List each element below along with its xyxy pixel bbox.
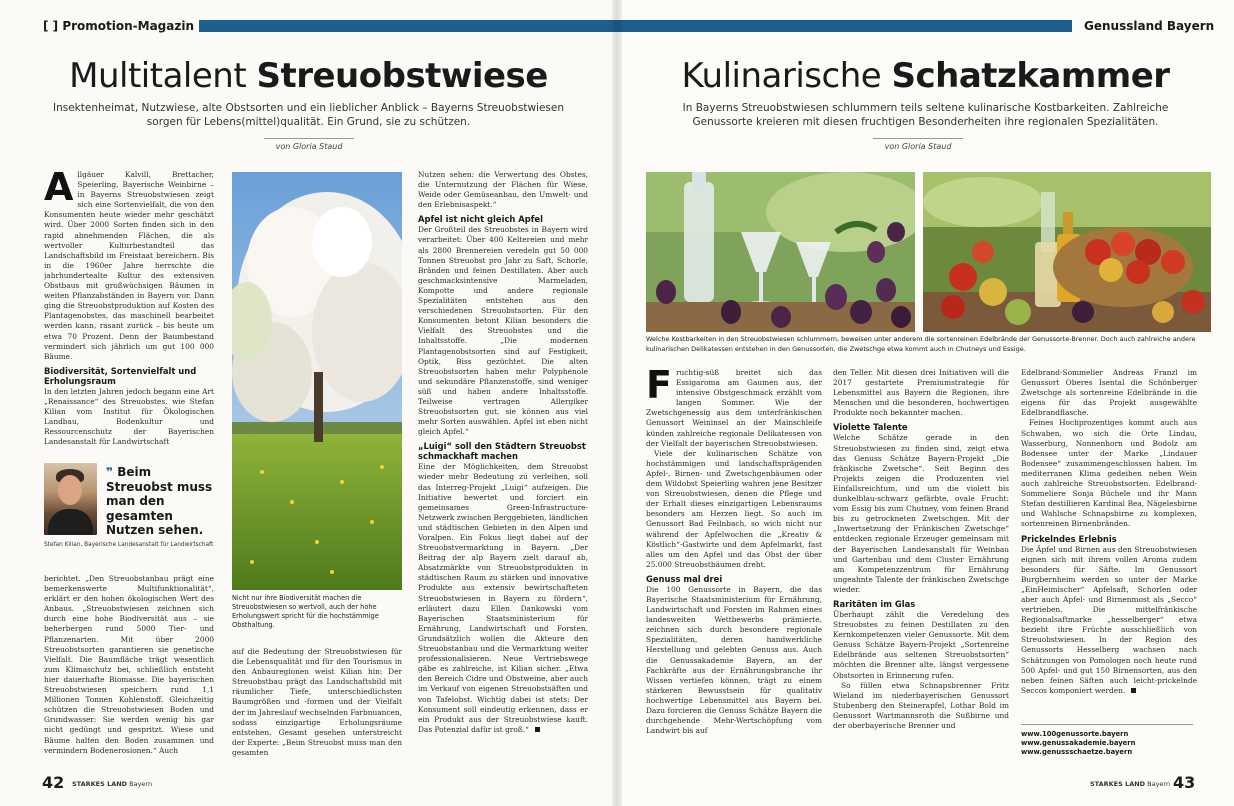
page-title: Kulinarische Schatzkammer (681, 56, 1170, 96)
subheading: Genuss mal drei (646, 573, 723, 584)
quote-caption: Stefan Kilian, Bayerische Landesanstalt für Landwirtschaft (44, 542, 214, 548)
subheading: Apfel ist nicht gleich Apfel (418, 214, 543, 225)
dropcap: F (646, 368, 672, 407)
section-label: [ ] Promotion-Magazin (38, 18, 199, 34)
column-1-bottom (44, 574, 214, 756)
spine-gutter (612, 0, 622, 806)
paragraph: Der Großteil des Streuobstes in Bayern wird verarbeitet: Über 400 Keltereien und mehr als 2800 Brennereien veredeln gut 50 000 Tonnen Streuobst pro Jahr zu Saft, Schorle, Bränden und feinen Destillaten. Aber auch geschmacksintensive Marmeladen, Kompotte und andere regionale Spezialitäten entstehen aus den verschiedenen Streuobstsorten. Für den Konsumenten betont Kilian besonders die Vielfalt des Streuobstes und die Inhaltsstoffe. „Die modernen Plantagenobstsorten sind auf Festigkeit, Optik, Biss gezüchtet. Die alten Streuobstsorten haben mehr Polyphenole und sekundäre Pflanzenstoffe, sind weniger süß und haben andere Inhaltsstoffe. Teilweise vertragen Allergiker Streuobstsorten gut, sie können aus viel mehr Sorten auswählen. Apfel ist eben nicht gleich Apfel.“ (418, 225, 588, 437)
column-1 (646, 368, 822, 758)
end-square-icon (1131, 688, 1136, 693)
subheading: Biodiversität, Sortenvielfalt und Erholungsraum (44, 365, 197, 386)
orchard-photo (232, 172, 402, 590)
quote-mark-icon: ❞ (106, 465, 118, 479)
byline-rule (264, 138, 354, 139)
paragraph: Viele der kulinarischen Schätze von hochstämmigen und landschaftsprägenden Apfel-, Birnen- und Zwetschgenbäumen oder dem Wildobst Speierling wahren jene Besitzer von Streuobstwiesen, denen die Pflege und der Erhalt dieses einzigartigen Lebensraums besonders am Herzen liegt. So auch im Genussort Bad Feilnbach, so wich nicht nur während der Apfelwochen die „Kreativ & Köstlich“-Gastwirte und dem Apfelmarkt, fast alles um den Apfel und das Obst der über 25.000 Streuobstbäumen dreht. (646, 448, 822, 569)
web-link[interactable]: www.100genussorte.bayern (1021, 730, 1129, 738)
column-2 (833, 368, 1009, 758)
web-links-rule (1021, 724, 1193, 725)
subheading: Prickelndes Erlebnis (1021, 533, 1117, 544)
column-3 (1021, 368, 1197, 718)
paragraph: Die Äpfel und Birnen aus den Streuobstwiesen eignen sich mit ihrem vollen Aroma zudem besonders für Säfte. Im Genussort Burgbernheim werden so unter der Marke „EinHeimischer“ Apfelsaft, Schorlen oder aber auch Apfel- und Birnenmost als „Secco“ vertrieben. Die mittelfränkische Regionalsaftmarke „hesselberger“ etwa bezieht ihre Früchte ausschließlich von Streuobstwiesen. In der Region des Genussorts Hesselberg wachsen nach Schätzungen von Pomologen noch heute rund 500 Apfel- und gut 150 Birnensorten, aus den neben feinen Säften auch leicht-prickelnde Seccos komponiert werden. (1021, 544, 1197, 695)
brandy-photo (646, 172, 915, 332)
column-1-top (44, 170, 214, 462)
pull-quote (44, 463, 214, 571)
right-page (617, 0, 1234, 806)
web-link[interactable]: www.genussakademie.bayern (1021, 739, 1136, 747)
section-label: Genussland Bayern (1079, 18, 1219, 34)
quote-text: ❞ Beim Streuobst muss man den gesamten Nutzen sehen. (106, 465, 213, 537)
page-number: 43 (1173, 773, 1196, 792)
paragraph: auf die Bedeutung der Streuobstwiesen für die Lebensqualität und für den Tourismus in den Anbauregionen weist Kilian hin: Der Streuobstbau prägt das Landschaftsbild mit räumlicher Tiefe, unterschiedlichsten Baumgrößen und -formen und der Vielfalt der im Jahreslauf wechselnden Farbnuancen, sodass einzigartige Erholungsräume entstehen. Gesamt gesehen unterstreicht der Experte: „Beim Streuobst muss man den gesamten (232, 647, 402, 757)
web-link[interactable]: www.genussschaetze.bayern (1021, 748, 1133, 756)
dropcap: A (44, 170, 74, 209)
column-3 (418, 170, 588, 756)
subtitle: Insektenheimat, Nutzwiese, alte Obstsorten und ein lieblicher Anblick – Bayerns Streuobstwiesen sorgen für Lebens(mittel)qualität. Ein Grund, sie zu schützen. (52, 102, 564, 128)
byline: von Gloria Staud (275, 142, 343, 151)
subheading: „Luigi“ soll den Städtern Streuobst schmackhaft machen (418, 441, 586, 462)
subheading: Raritäten im Glas (833, 598, 916, 609)
footer-brand: STARKES LAND Bayern (1090, 780, 1171, 788)
portrait-photo (44, 463, 97, 535)
page-number: 42 (42, 773, 65, 792)
paragraph: den Teller. Mit diesen drei Initiativen will die 2017 gestartete Premiumstrategie für Lebensmittel aus Bayern die Regionen, ihre Menschen und die besonderen, hochwertigen Produkte noch bekannter machen. (833, 368, 1009, 418)
paragraph: Die 100 Genussorte in Bayern, die das Bayerische Staatsministerium für Ernährung, Landwirtschaft und Forsten im Rahmen eines landesweiten Wettbewerbs prämierte, zeichnen sich durch besondere regionale Spezialitäten, deren handwerkliche Herstellung und gelebten Genuss aus. Auch die Genussakademie Bayern, an der Fachkräfte aus der Ernährungsbranche ihr Wissen vertiefen können, trägt zu einem stärkeren Bewusstsein für qualitativ hochwertige Lebensmittel aus Bayern bei. Dazu forcieren die Genuss Schätze Bayern die durchgehende Mehr-Wertschöpfung vom Landwirt bis auf (646, 584, 822, 736)
fruit-basket-photo (923, 172, 1211, 332)
byline-rule (873, 138, 963, 139)
page-title: Multitalent Streuobstwiese (69, 56, 548, 96)
web-links (1021, 730, 1135, 757)
paragraph: Feines Hochprozentiges kommt auch aus Schwaben, wo sich die Orte Lindau, Wasserburg, Nonnenhorn und Bodolz am Bodensee unter der Marke „Lindauer Bodensee“ zusammengeschlossen haben. Im mediterranen Klima gedeihen neben Wein auch zahlreiche Streuobstsorten. Edelbrand-Sommeliere Sonja Büchele und ihr Mann Stefan destillieren Kardinal Bea, Nägelesbirne und Wahlsche Schnapsbirne zu komplexen, sortenreinen Birnenbränden. (1021, 418, 1197, 529)
intro-paragraph: ruchtig-süß breitet sich das Essigaroma am Gaumen aus, der intensive Obstgeschmack erzählt vom langen Sommer. Wie der Zwetschgenessig aus dem unterfränkischen Genussort Weininsel an der Mainschleife künden zahlreiche regionale Delikatessen von der Vielfalt der bayerischen Streuobstwiesen. (646, 368, 822, 448)
paragraph: In den letzten Jahren jedoch begann eine Art „Renaissance“ des Streuobstes, wie Stefan Kilian vom Institut für Ökologischen Landbau, Bodenkultur und Ressourcenschutz der Bayerischen Landesanstalt für Landwirtschaft (44, 386, 214, 447)
photo-caption: Welche Kostbarkeiten in den Streuobstwiesen schlummern, beweisen unter anderem die sortenreinen Edelbrände der Genussorte-Brenner. Doch auch zahlreiche andere kulinarischen Delikatessen entstehen in den Genussorten, die Zwetschge etwa kommt auch in Chutneys und Essige. (646, 335, 1196, 353)
paragraph: Welche Schätze gerade in den Streuobstwiesen zu finden sind, zeigt etwa das Genuss Schätze Bayern-Projekt „Die fränkische Zwetsche“. Seit Beginn des Projekts zeigen die Produzenten viel Einfallsreichtum, und um die violett bis dunkelblau-schwarz gefärbte, ovale Frucht: vom Essig bis zum Chutney, vom feinen Brand bis zu getrockneten Zwetschgen. Mit der „Inwertsetzung der Fränkischen Zwetschge“ entdecken regionale Erzeuger gemeinsam mit der Bayerischen Landesanstalt für Weinbau und Gartenbau und dem Cluster Ernährung am Kompetenzzentrum für Ernährung ungeahnte Talente der fränkischen Zwetschge wieder. (833, 433, 1009, 594)
footer-brand: STARKES LAND Bayern (72, 780, 153, 788)
paragraph: Überhaupt zählt die Veredelung des Streuobstes zu feinen Destillaten zu den Kernkompetenzen vieler Genussorte. Mit dem Genuss Schätze Bayern-Projekt „Sortenreine Edelbrände aus seltenen Streuobstsorten“ möchten die Brenner alte, längst vergessene Obstsorten in Erinnerung rufen. (833, 609, 1009, 680)
subtitle: In Bayerns Streuobstwiesen schlummern teils seltene kulinarische Kostbarkeiten. Zahlreiche Genussorte kreieren mit diesen fruchtigen Besonderheiten ihre regionalen Spezialitäten. (682, 102, 1169, 128)
paragraph: Eine der Möglichkeiten, dem Streuobst wieder mehr Bedeutung zu verleihen, soll das Interreg-Projekt „Luigi“ aufzeigen. Die Initiative bewertet und forciert ein gemeinsames Green-Infrastructure-Netzwerk zwischen Berggebieten, ländlichen und städtischen Gebieten in den Alpen und Voralpen. Ein Fokus liegt dabei auf der Streuobstvermarktung in Bayern. „Der Beitrag der alp Bayern zielt darauf ab, Absatzmärkte von Streuobstprodukten in städtischen Raum zu stärken und innovative Produkte aus extensiv bewirtschafteten Streuobstwiesen in Bayern zu fördern“, erläutert dazu Ellen Dankowski vom Bayerischen Staatsministerium für Ernährung, Landwirtschaft und Forsten. Grundsätzlich wollen die Akteure den Streuobstanbau und die Vermarktung weiter professionalisieren. Neue Vertriebswege gäbe es zahlreiche, ist Kilian sicher. „Etwa den Bereich Cidre und Obstweine, aber auch im Verkauf von eigenen Streuobstsäften und von Tafelobst. Wichtig dabei ist stets: Der Konsument soll eindeutig erkennen, dass er ein Produkt aus der Streuobstwiese kauft. Das Potenzial dafür ist groß.“ (418, 462, 588, 734)
paragraph: Edelbrand-Sommelier Andreas Franzl im Genussort Oberes Isental die Schönberger Zwetschge als sortenreine Edelbrände in die eigens für das Projekt ausgewählte Edelbrandflasche. (1021, 368, 1197, 418)
intro-paragraph: llgäuer Kalvill, Brettacher, Speierling, Bayerische Weinbirne – in Bayerns Streuobstwiesen zeigt sich eine Sortenvielfalt, die von den Konsumenten heute wieder mehr geschätzt wird. Über 2000 Sorten finden sich in den rapid abnehmenden Flächen, die als wertvoller Kulturbestandteil das Landschaftsbild im Freistaat bereichern. Bis in die 1960er Jahre herrschte die jahrhundertealte Kultur des extensiven Obstbaus mit großwüchsigen Bäumen in weiten Pflanzabständen in Bayern vor. Dann ging die Streuobstproduktion auf Kosten des Plantagenobstes, das maschinell bearbeitet werden kann, rasant zurück – bis heute um etwa 70 Prozent. Denn der Baumbestand vermindert sich jährlich um gut 100 000 Bäume. (44, 170, 214, 361)
byline: von Gloria Staud (884, 142, 952, 151)
column-2-bottom (232, 647, 402, 757)
top-accent-bar (617, 20, 1072, 32)
photo-caption: Nicht nur ihre Biodiversität machen die Streuobstwiesen so wertvoll, auch der hohe Erholungswert spricht für die hochstämmige Obsthaltung. (232, 594, 379, 629)
paragraph: berichtet. „Den Streuobstanbau prägt eine bemerkenswerte Multifunktionalität“, erklärt er den hohen ökologischen Wert des Anbaus. „Streuobstwiesen zeichnen sich durch eine hohe Biodiversität aus – sie beherbergen rund 5000 Tier- und Pflanzenarten. Mit über 2000 Streuobstsorten garantieren sie genetische Vielfalt. Die Baumfläche trägt wesentlich zum Klimaschutz bei, schließlich entsteht hier dauerhafte Biomasse. Die bayerischen Streuobstwiesen speichern rund 1,1 Millionen Tonnen Kohlenstoff. Gleichzeitig schützen die Streuobstwiesen Boden und Grundwasser: Sie werden wenig bis gar nicht gedüngt und gespritzt. Wiese und Bäume halten den Boden zusammen und vermindern Bodenerosionen.“ Auch (44, 574, 214, 755)
paragraph: So füllen etwa Schnapsbrenner Fritz Wieland im niederbayerischen Genussort Stubenberg den Steinerapfel, Lothar Bold im Genussort Wartmannsroth die Sußbirne und der oberbayerische Brenner und (833, 680, 1009, 730)
subheading: Violette Talente (833, 422, 908, 433)
end-square-icon (535, 727, 540, 732)
paragraph: Nutzen sehen: die Verwertung des Obstes, die Unternutzung der Flächen für Wiese, Weide oder Gemüseanbau, den Umwelt- und den Erlebnisaspekt.“ (418, 170, 588, 210)
